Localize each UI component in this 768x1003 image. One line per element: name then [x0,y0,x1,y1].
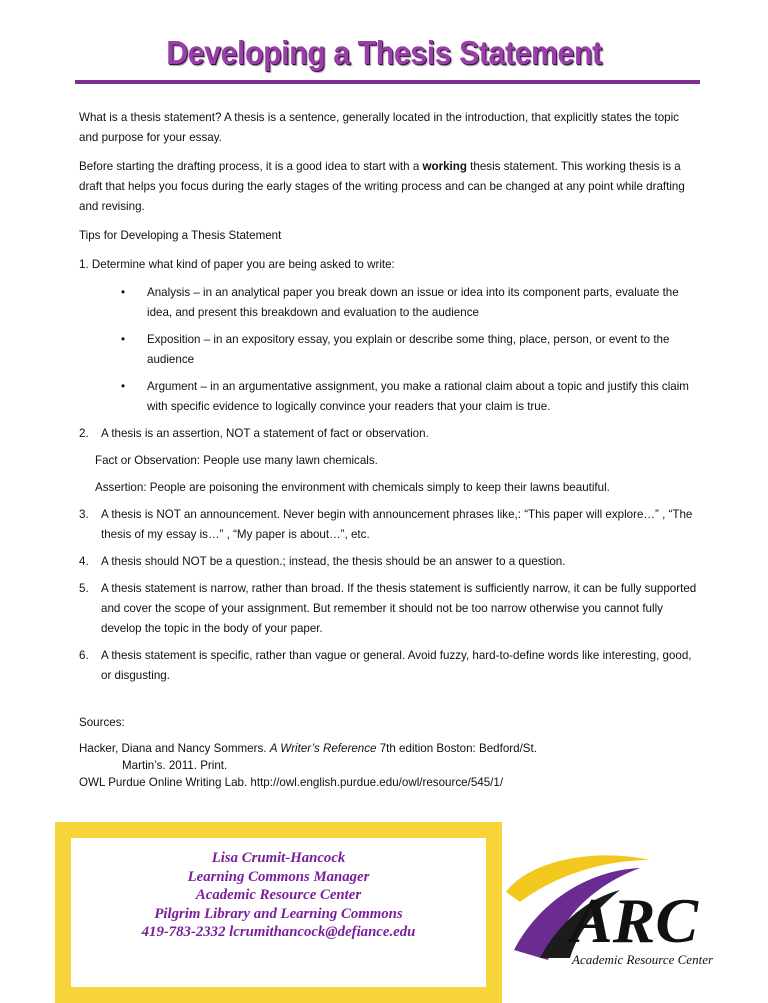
source-hacker [79,740,701,774]
tip-number: 2. [79,427,89,440]
tip-3 [79,505,701,545]
contact-box [55,822,502,1003]
arc-logo [500,840,745,972]
tip-number: 3. [79,508,89,521]
tip-text: A thesis statement is specific, rather than vague or general. Avoid fuzzy, hard-to-define words like interesting, good, or disgusting. [101,649,692,682]
contact-info [71,849,486,942]
contact-name: Lisa Crumit-Hancock [211,850,346,866]
bullet-text: Exposition – in an expository essay, you explain or describe some thing, place, person, or event to the audience [147,333,670,366]
working-text-before: Before starting the drafting process, it is a good idea to start with a [79,160,423,173]
contact-department: Academic Resource Center [195,887,362,903]
list-item [79,330,701,370]
source-authors: Hacker, Diana and Nancy Sommers. [79,742,270,755]
tip-text: A thesis statement is narrow, rather than broad. If the thesis statement is sufficiently narrow, it can be fully supported and cover the scope of your assignment. But remember it should not be too narrow otherwise you cannot fully develop the topic in the body of your paper. [101,582,697,635]
source-publisher: Martin’s. 2011. Print. [122,759,228,772]
tip-text: A thesis is NOT an announcement. Never begin with announcement phrases like,: “This paper will explore…” , “The thesis of my essay is…” , “My paper is about…”, etc. [101,508,693,541]
bullet-glyph: • [121,333,126,346]
bullet-glyph: • [121,286,126,299]
tip-2 [79,424,701,444]
contact-location: Pilgrim Library and Learning Commons [154,905,403,922]
list-item [79,377,701,417]
bullet-text: Argument – in an argumentative assignment, you make a rational claim about a topic and justify this claim with specific evidence to logically convince your readers that your claim is true. [147,380,689,413]
contact-role: Learning Commons Manager [187,868,370,885]
source-book-title: A Writer’s Reference [269,742,377,755]
page-title: Developing a Thesis Statement [166,34,602,71]
tip-5 [79,579,701,639]
tip-text: A thesis is an assertion, NOT a statement of fact or observation. [101,427,429,440]
bullet-glyph: • [121,380,126,393]
tip-text: A thesis should NOT be a question.; instead, the thesis should be an answer to a question. [101,555,566,568]
intro-paragraph: What is a thesis statement? A thesis is a sentence, generally located in the introduction, that explicitly states the topic and purpose for your essay. [79,111,679,144]
source-edition: 7th edition Boston: Bedford/St. [376,742,537,755]
working-thesis-paragraph [79,157,701,217]
list-item [79,283,701,323]
tip-6 [79,646,701,686]
sources-heading: Sources: [79,716,125,729]
bullet-text: Analysis – in an analytical paper you break down an issue or idea into its component parts, evaluate the idea, and present this breakdown and evaluation to the audience [147,286,679,319]
working-bold-word: working [422,160,467,173]
tip-4 [79,552,701,572]
tip-number: 6. [79,649,89,662]
contact-phone-email: 419-783-2332 lcrumithancock@defiance.edu [141,924,416,940]
logo-subtitle: Academic Resource Center [572,952,714,967]
tip-number: 4. [79,555,89,568]
document-body [79,108,701,791]
assertion-example: Assertion: People are poisoning the environment with chemicals simply to keep their lawns beautiful. [95,481,610,494]
title-underline [75,80,700,84]
fact-example: Fact or Observation: People use many lawn chemicals. [95,454,378,467]
logo-mark: ARC [570,885,699,956]
source-owl: OWL Purdue Online Writing Lab. http://owl.english.purdue.edu/owl/resource/545/1/ [79,776,504,789]
working-text-after: thesis statement. This working thesis is a draft that helps you focus during the early stages of the writing process and can be changed at any point while drafting and revising. [79,160,685,213]
paper-types-list [79,283,701,417]
tip-number: 5. [79,582,89,595]
tips-heading: Tips for Developing a Thesis Statement [79,229,282,242]
tip-1: 1. Determine what kind of paper you are being asked to write: [79,258,395,271]
